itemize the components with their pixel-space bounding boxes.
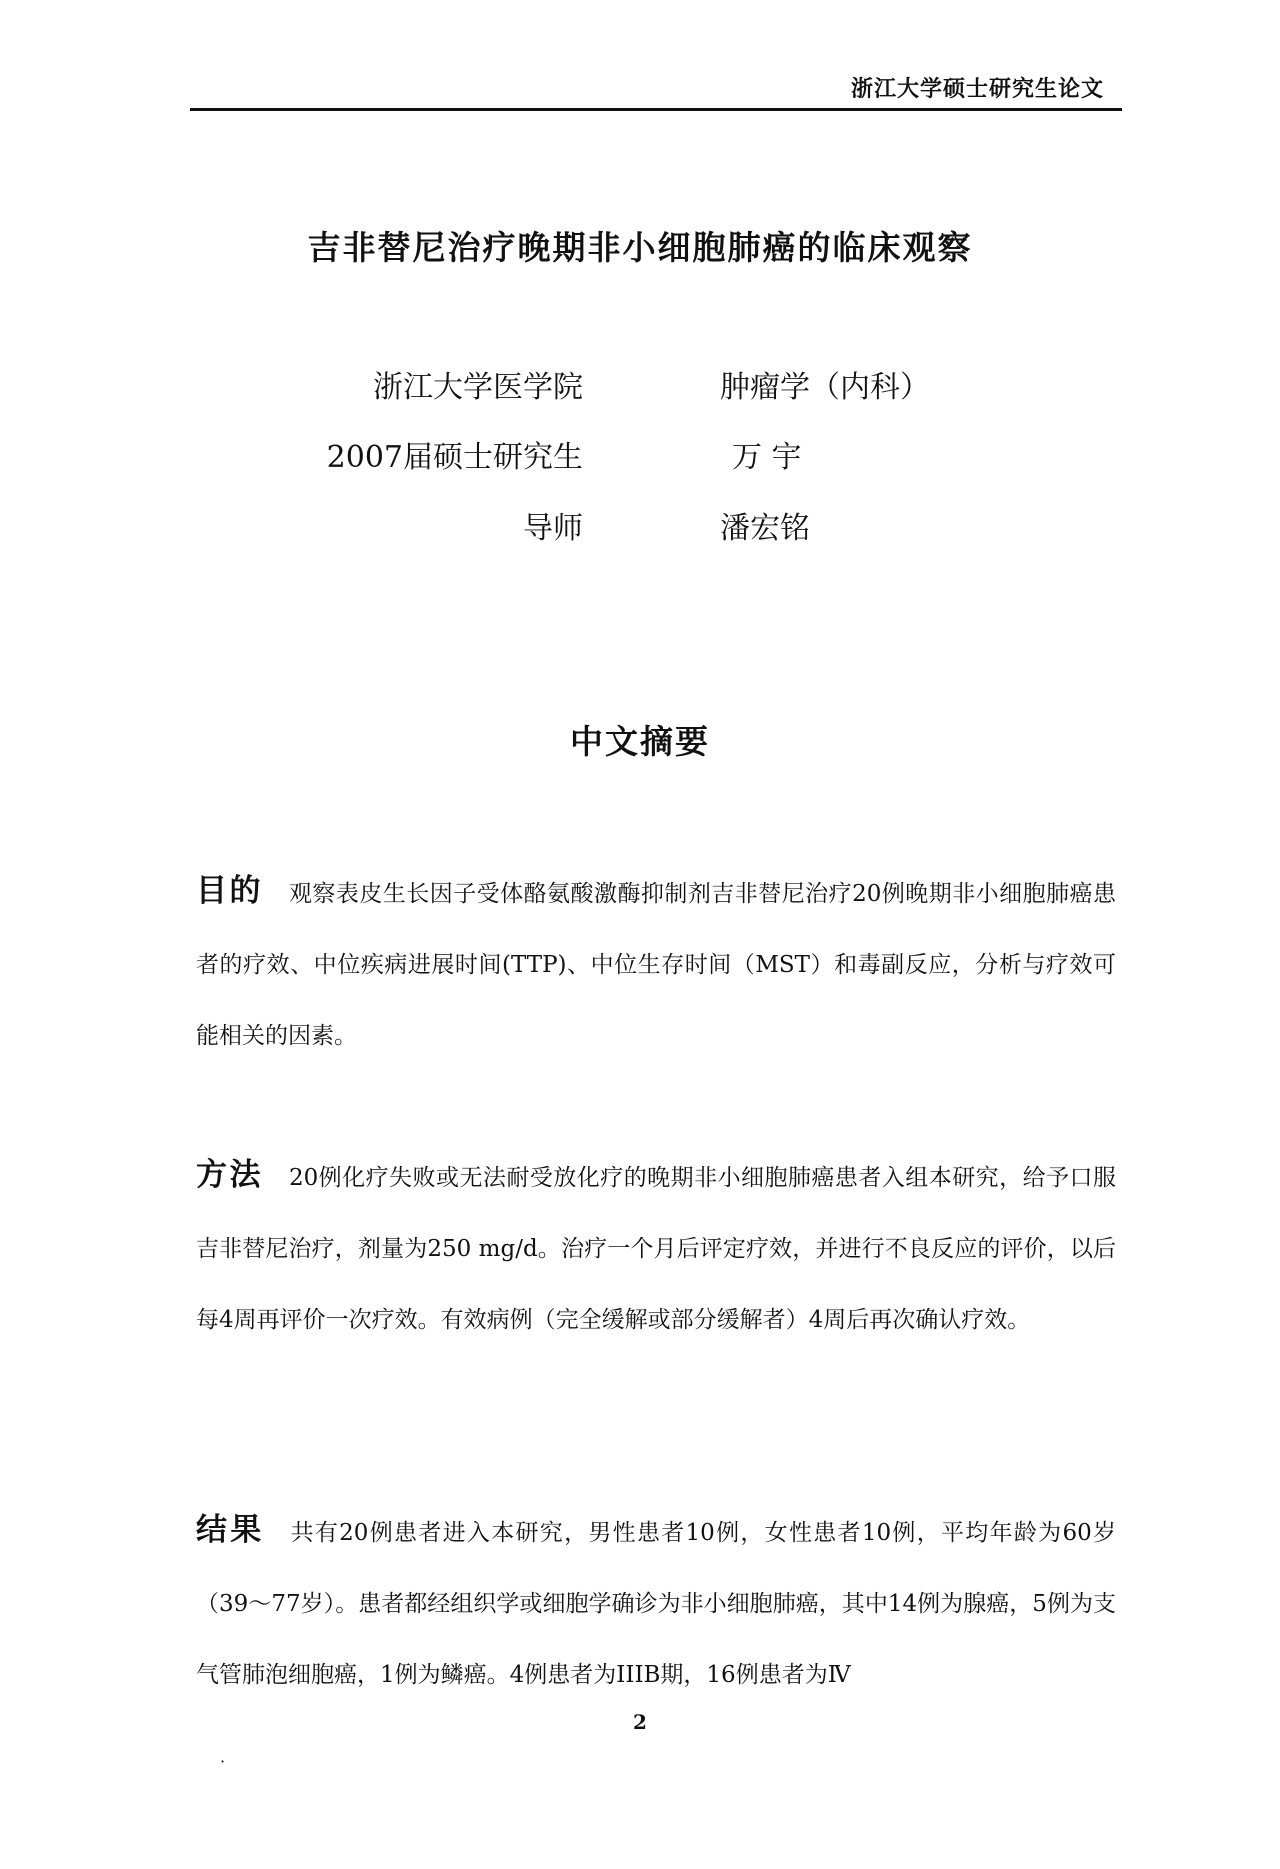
- major-name: 肿瘤学（内科）: [720, 370, 930, 405]
- stray-mark: ·: [220, 1752, 226, 1771]
- methods-label: 方法: [196, 1157, 263, 1193]
- abstract-heading: 中文摘要: [570, 722, 710, 761]
- objective-paragraph: [196, 856, 1116, 1072]
- objective-text: 观察表皮生长因子受体酪氨酸激酶抑制剂吉非替尼治疗20例晚期非小细胞肺癌患者的疗效、中位疾病进展时间(TTP)、中位生存时间（MST）和毒副反应，分析与疗效可能相关的因素。: [196, 881, 1116, 1049]
- objective-label: 目的: [196, 873, 263, 909]
- results-text: 共有20例患者进入本研究，男性患者10例，女性患者10例，平均年龄为60岁（39～77岁）。患者都经组织学或细胞学确诊为非小细胞肺癌，其中14例为腺癌，5例为支气管肺泡细胞癌，1例为鳞癌。4例患者为IIIB期，16例患者为Ⅳ: [196, 1520, 1116, 1688]
- school-name: 浙江大学医学院: [373, 370, 583, 405]
- results-paragraph: [196, 1495, 1116, 1711]
- author-name: 万 宇: [732, 440, 802, 475]
- results-label: 结果: [196, 1512, 265, 1548]
- page-number: 2: [633, 1710, 647, 1734]
- advisor-name: 潘宏铭: [720, 511, 810, 546]
- running-header: [190, 72, 1122, 111]
- methods-text: 20例化疗失败或无法耐受放化疗的晚期非小细胞肺癌患者入组本研究，给予口服吉非替尼治疗，剂量为250 mg/d。治疗一个月后评定疗效，并进行不良反应的评价，以后每4周再评价一次疗效。有效病例（完全缓解或部分缓解者）4周后再次确认疗效。: [196, 1165, 1116, 1333]
- advisor-label: 导师: [523, 511, 583, 546]
- paper-title: 吉非替尼治疗晚期非小细胞肺癌的临床观察: [307, 228, 973, 267]
- methods-paragraph: [196, 1140, 1116, 1356]
- class-label: 2007届硕士研究生: [326, 440, 583, 475]
- header-text: 浙江大学硕士研究生论文: [850, 76, 1104, 102]
